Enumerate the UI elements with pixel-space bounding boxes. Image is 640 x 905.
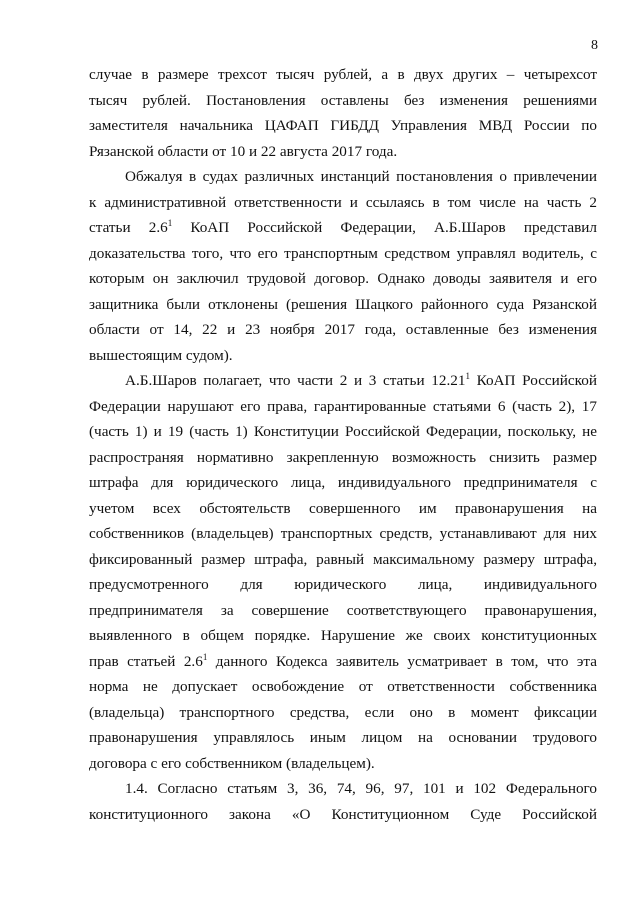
text-line: выявленного в общем порядке. Нарушение же своих конституционных <box>89 627 597 644</box>
text-line <box>89 649 597 675</box>
text-line: предпринимателя за совершение соответствующего правонарушения, <box>89 601 597 619</box>
text-line <box>89 215 597 241</box>
text-segment: А.Б.Шаров полагает, что части 2 и 3 статьи 12.21 <box>125 372 466 389</box>
page-number: 8 <box>591 38 598 53</box>
text-line: договора с его собственником (владельцем). <box>89 754 375 772</box>
document-body <box>89 62 597 827</box>
text-line: учетом всех обстоятельств совершенного им правонарушения на <box>89 499 597 517</box>
text-line: (владельца) транспортного средства, если оно в момент фиксации <box>89 703 597 721</box>
text-line: области от 14, 22 и 23 ноября 2017 года, оставленные без изменения <box>89 321 597 338</box>
text-line: доказательства того, что его транспортным средством управлял водитель, с <box>89 244 597 262</box>
text-line: тысяч рублей. Постановления оставлены без изменения решениями <box>89 91 597 109</box>
text-line: 1.4. Согласно статьям 3, 36, 74, 96, 97, 101 и 102 Федерального <box>125 780 597 797</box>
text-segment: КоАП Российской Федерации, А.Б.Шаров представил <box>172 219 597 236</box>
superscript: 1 <box>167 218 173 228</box>
text-segment: прав статьей 2.6 <box>89 652 203 670</box>
text-line: (часть 1) и 19 (часть 1) Конституции Российской Федерации, поскольку, не <box>89 423 597 440</box>
text-line: правонарушения управлялось иным лицом на основании трудового <box>89 729 597 746</box>
text-line: конституционного закона «О Конституционном Суде Российской <box>89 805 597 823</box>
superscript: 1 <box>465 371 470 381</box>
text-line: Рязанской области от 10 и 22 августа 2017 года. <box>89 142 398 160</box>
text-line: предусмотренного для юридического лица, индивидуального <box>89 576 597 593</box>
text-line: вышестоящим судом). <box>89 346 233 364</box>
text-line: Обжалуя в судах различных инстанций постановления о привлечении <box>125 168 597 185</box>
text-segment: данного Кодекса заявитель усматривает в том, что эта <box>207 652 597 670</box>
text-line: к административной ответственности и ссылаясь в том числе на часть 2 <box>89 193 597 211</box>
text-segment: КоАП Российской <box>469 372 597 389</box>
text-line: фиксированный размер штрафа, равный максимальному размеру штрафа, <box>89 550 597 568</box>
text-line: случае в размере трехсот тысяч рублей, а в двух других – четырехсот <box>89 66 597 83</box>
superscript: 1 <box>202 651 208 662</box>
text-line: защитника были отклонены (решения Шацкого районного суда Рязанской <box>89 295 597 313</box>
text-line: которым он заключил трудовой договор. Однако доводы заявителя и его <box>89 270 597 287</box>
text-line <box>89 368 597 394</box>
text-segment: статьи 2.6 <box>89 219 168 236</box>
text-line: штрафа для юридического лица, индивидуального предпринимателя с <box>89 474 597 491</box>
text-line: распространяя нормативно закрепленную возможность снизить размер <box>89 448 597 466</box>
text-line: Федерации нарушают его права, гарантированные статьями 6 (часть 2), 17 <box>89 397 597 415</box>
text-line: заместителя начальника ЦАФАП ГИБДД Управления МВД России по <box>89 117 597 134</box>
text-line: норма не допускает освобождение от ответственности собственника <box>89 678 597 695</box>
text-line: собственников (владельцев) транспортных средств, устанавливают для них <box>89 525 597 542</box>
